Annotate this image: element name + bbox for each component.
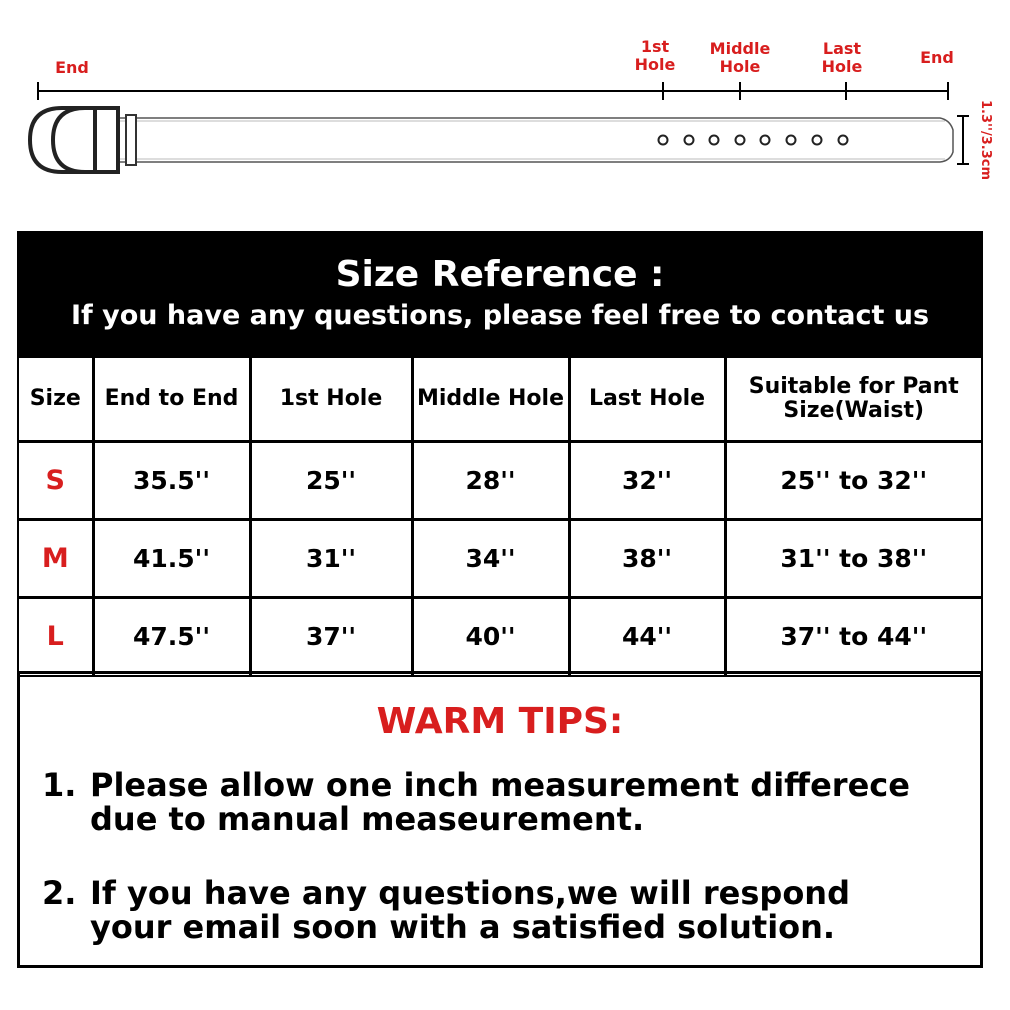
col-header-first-hole: 1st Hole (250, 358, 412, 441)
first-hole-label: 1st Hole (634, 37, 676, 74)
col-header-middle-hole: Middle Hole (412, 358, 569, 441)
size-reference-header (19, 233, 981, 358)
end-to-end-cell: 47.5'' (93, 597, 250, 675)
size-reference-subtitle: If you have any questions, please feel free to contact us (70, 300, 930, 331)
col-header-size: Size (19, 358, 93, 441)
size-reference-title: Size Reference : (335, 254, 665, 295)
width-bracket (957, 116, 969, 164)
end-to-end-cell: 35.5'' (93, 441, 250, 519)
size-cell: S (19, 441, 93, 519)
belt-strap (118, 118, 953, 162)
tip-item (42, 768, 942, 836)
size-cell: M (19, 519, 93, 597)
belt-width-label: 1.3''/3.3cm (978, 99, 993, 181)
first-hole-cell: 25'' (250, 441, 412, 519)
measurement-line (38, 82, 948, 100)
tip-item (42, 876, 942, 944)
tip-number: 1. (42, 766, 77, 804)
buckle-rings-icon (30, 108, 118, 172)
first-hole-cell: 37'' (250, 597, 412, 675)
end-to-end-cell: 41.5'' (93, 519, 250, 597)
belt-keeper (126, 115, 136, 165)
belt-diagram (0, 0, 1010, 200)
table-row (19, 519, 981, 597)
warm-tips-title: WARM TIPS: (376, 701, 624, 742)
last-hole-cell: 44'' (569, 597, 725, 675)
pant-size-cell: 25'' to 32'' (725, 441, 981, 519)
end-left-label: End (55, 58, 89, 77)
size-table (19, 358, 981, 675)
tip-text: Please allow one inch measurement differece due to manual measeurement. (90, 766, 910, 838)
tip-text: If you have any questions,we will respond your email soon with a satisfied solution. (90, 874, 850, 946)
table-row (19, 441, 981, 519)
col-header-end-to-end: End to End (93, 358, 250, 441)
belt-illustration (0, 0, 1010, 200)
pant-size-cell: 31'' to 38'' (725, 519, 981, 597)
middle-hole-label: Middle Hole (709, 39, 771, 76)
middle-hole-cell: 40'' (412, 597, 569, 675)
middle-hole-cell: 34'' (412, 519, 569, 597)
last-hole-cell: 32'' (569, 441, 725, 519)
middle-hole-cell: 28'' (412, 441, 569, 519)
warm-tips-section (17, 671, 983, 968)
tip-number: 2. (42, 874, 77, 912)
size-cell: L (19, 597, 93, 675)
end-right-label: End (920, 48, 954, 67)
last-hole-label: Last Hole (821, 39, 863, 76)
last-hole-cell: 38'' (569, 519, 725, 597)
pant-size-cell: 37'' to 44'' (725, 597, 981, 675)
table-header-row (19, 358, 981, 441)
col-header-pant-size: Suitable for Pant Size(Waist) (725, 358, 981, 441)
first-hole-cell: 31'' (250, 519, 412, 597)
table-row (19, 597, 981, 675)
col-header-last-hole: Last Hole (569, 358, 725, 441)
size-reference-section (17, 231, 983, 677)
